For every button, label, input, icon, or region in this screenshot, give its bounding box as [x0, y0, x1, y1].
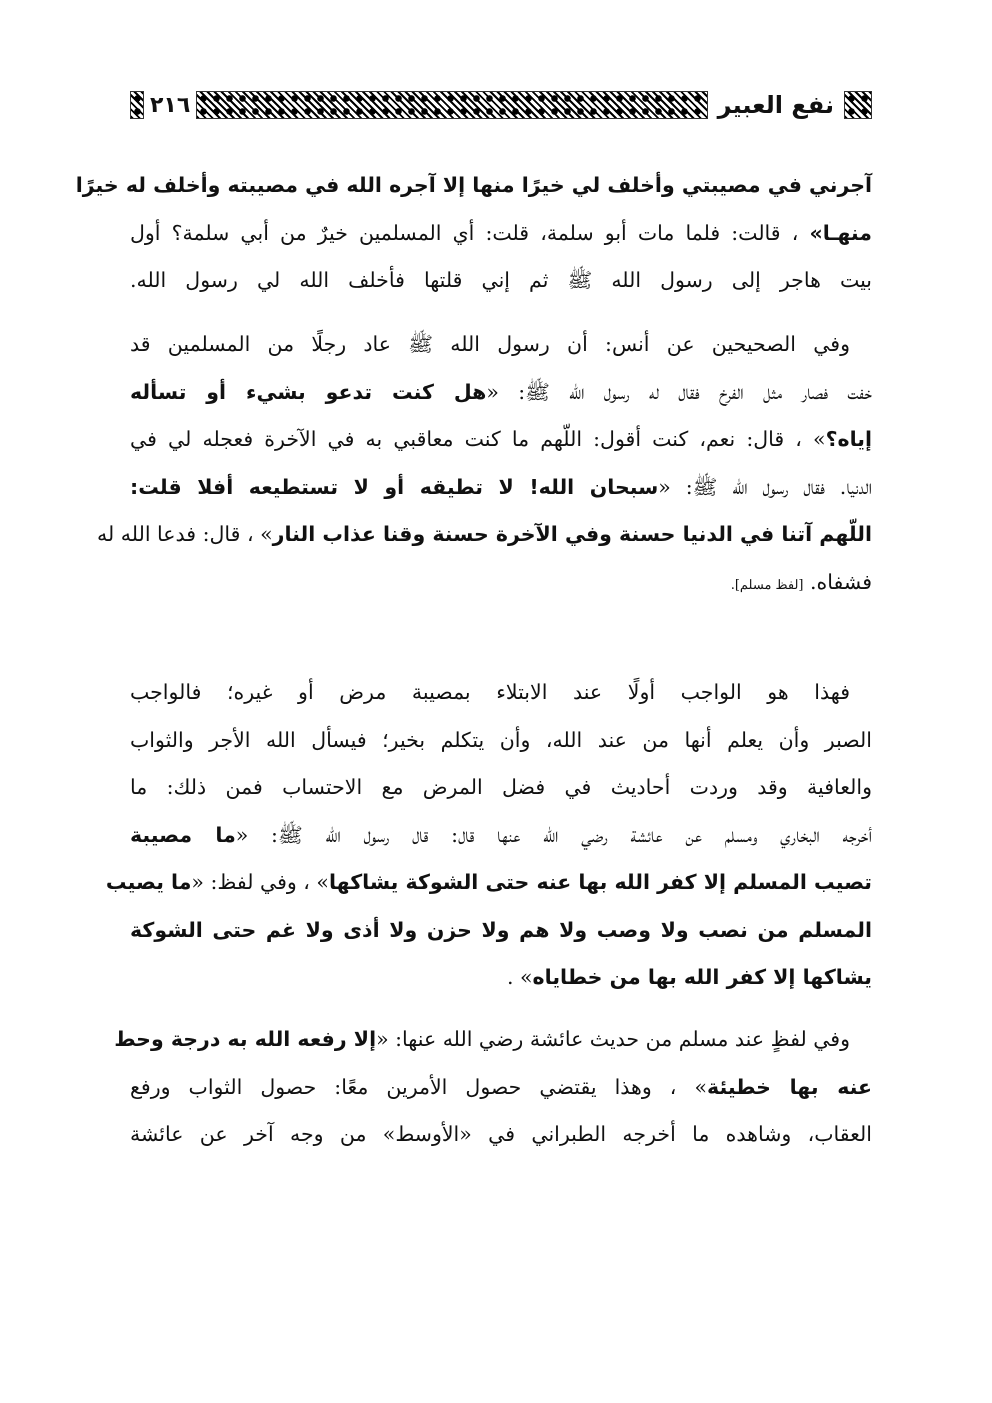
- paragraph-3: [105, 669, 872, 1002]
- text-segment: فشفاه.: [803, 569, 872, 594]
- text-line: [130, 464, 872, 512]
- bold-quote: آجرني في مصيبتي وأخلف لي خيرًا منها إلا آجره الله في مصيبته وأخلف له خيرًا: [75, 173, 872, 197]
- text-line: [130, 1111, 872, 1159]
- text-line: [130, 257, 872, 305]
- paragraph-2: [97, 321, 872, 606]
- text-line: [130, 812, 872, 860]
- bold-quote: ما يصيب: [105, 870, 192, 894]
- text-line: [97, 511, 872, 559]
- text-segment: أخرجه البخاري ومسلم عن عائشة رضي الله عنها قال: قال رسول الله ﷺ: «: [235, 822, 872, 847]
- bold-quote: إلا رفعه الله به درجة وحط: [114, 1027, 377, 1051]
- text-line: [130, 210, 872, 258]
- text-segment: والعافية وقد وردت أحاديث في فضل المرض مع الاحتساب فمن ذلك: ما: [130, 775, 872, 799]
- text-line: [130, 907, 872, 955]
- text-segment: » ، قال: فدعا الله له: [97, 522, 273, 546]
- bold-quote: يشاكها إلا كفر الله بها من خطاياه: [532, 965, 872, 989]
- text-segment: بيت هاجر إلى رسول الله ﷺ ثم إني قلتها فأخلف الله لي رسول الله.: [130, 268, 872, 292]
- text-segment: الدنيا. فقال رسول الله ﷺ: «: [658, 474, 872, 499]
- text-segment: العقاب، وشاهده ما أخرجه الطبراني في «الأوسط» من وجه آخر عن عائشة: [130, 1122, 872, 1146]
- bold-quote: المسلم من نصب ولا وصب ولا هم ولا حزن ولا أذى ولا غم حتى الشوكة: [130, 917, 872, 942]
- text-segment: فهذا هو الواجب أولًا عند الابتلاء بمصيبة مرض أو غيره؛ فالواجب: [130, 680, 850, 704]
- book-title: نفع العبير: [717, 91, 834, 119]
- bold-quote: ما مصيبة: [130, 822, 236, 847]
- text-segment: الصبر وأن يعلم أنها من عند الله، وأن يتكلم بخير؛ فيسأل الله الأجر والثواب: [130, 727, 872, 752]
- bold-quote: منهـا»: [809, 220, 872, 245]
- bold-quote: إياه؟: [825, 427, 872, 451]
- text-line: [130, 764, 872, 812]
- running-header: [130, 88, 872, 122]
- paragraph-1: [75, 162, 872, 305]
- text-line: [130, 717, 872, 765]
- text-segment: ، قالت: فلما مات أبو سلمة، قلت: أي المسلمين خيرٌ من أبي سلمة؟ أول: [130, 220, 810, 245]
- text-line: [130, 1064, 872, 1112]
- text-segment: » ، قال: نعم، كنت أقول: اللّهم ما كنت معاقبي به في الآخرة فعجله لي في: [130, 427, 826, 451]
- text-segment: » .: [506, 965, 533, 989]
- text-segment: وفي لفظٍ عند مسلم من حديث عائشة رضي الله عنها: «: [376, 1027, 850, 1051]
- ornament-band: [196, 91, 707, 119]
- text-segment: » ، وهذا يقتضي حصول الأمرين معًا: حصول الثواب ورفع: [130, 1074, 708, 1099]
- text-segment: » ، وفي لفظ: «: [191, 870, 329, 894]
- text-segment: وفي الصحيحين عن أنس: أن رسول الله ﷺ عاد رجلًا من المسلمين قد: [130, 332, 850, 356]
- paragraph-4: [114, 1016, 873, 1159]
- page-number: ٢١٦: [150, 92, 191, 118]
- text-line: [130, 416, 872, 464]
- bold-quote: تصيب المسلم إلا كفر الله بها عنه حتى الشوكة يشاكها: [328, 870, 872, 894]
- source-note: [لفظ مسلم].: [730, 577, 804, 593]
- bold-quote: اللّهم آتنا في الدنيا حسنة وفي الآخرة حسنة وقنا عذاب النار: [272, 522, 872, 546]
- bold-quote: هل كنت تدعو بشيء أو تسأله: [130, 379, 487, 404]
- text-line: [130, 954, 872, 1002]
- text-line: [130, 669, 872, 717]
- text-line: [114, 1016, 872, 1064]
- bold-quote: عنه بها خطيئة: [707, 1074, 873, 1099]
- text-line: [130, 559, 872, 607]
- text-segment: خفت فصار مثل الفرخ فقال له رسول الله ﷺ: «: [486, 379, 872, 404]
- text-line: [75, 162, 872, 210]
- text-line: [130, 369, 872, 417]
- ornament-left: [130, 91, 144, 119]
- bold-quote: سبحان الله! لا تطيقه أو لا تستطيعه أفلا قلت:: [130, 474, 659, 499]
- text-line: [105, 859, 872, 907]
- ornament-right: [844, 91, 872, 119]
- text-line: [130, 321, 872, 369]
